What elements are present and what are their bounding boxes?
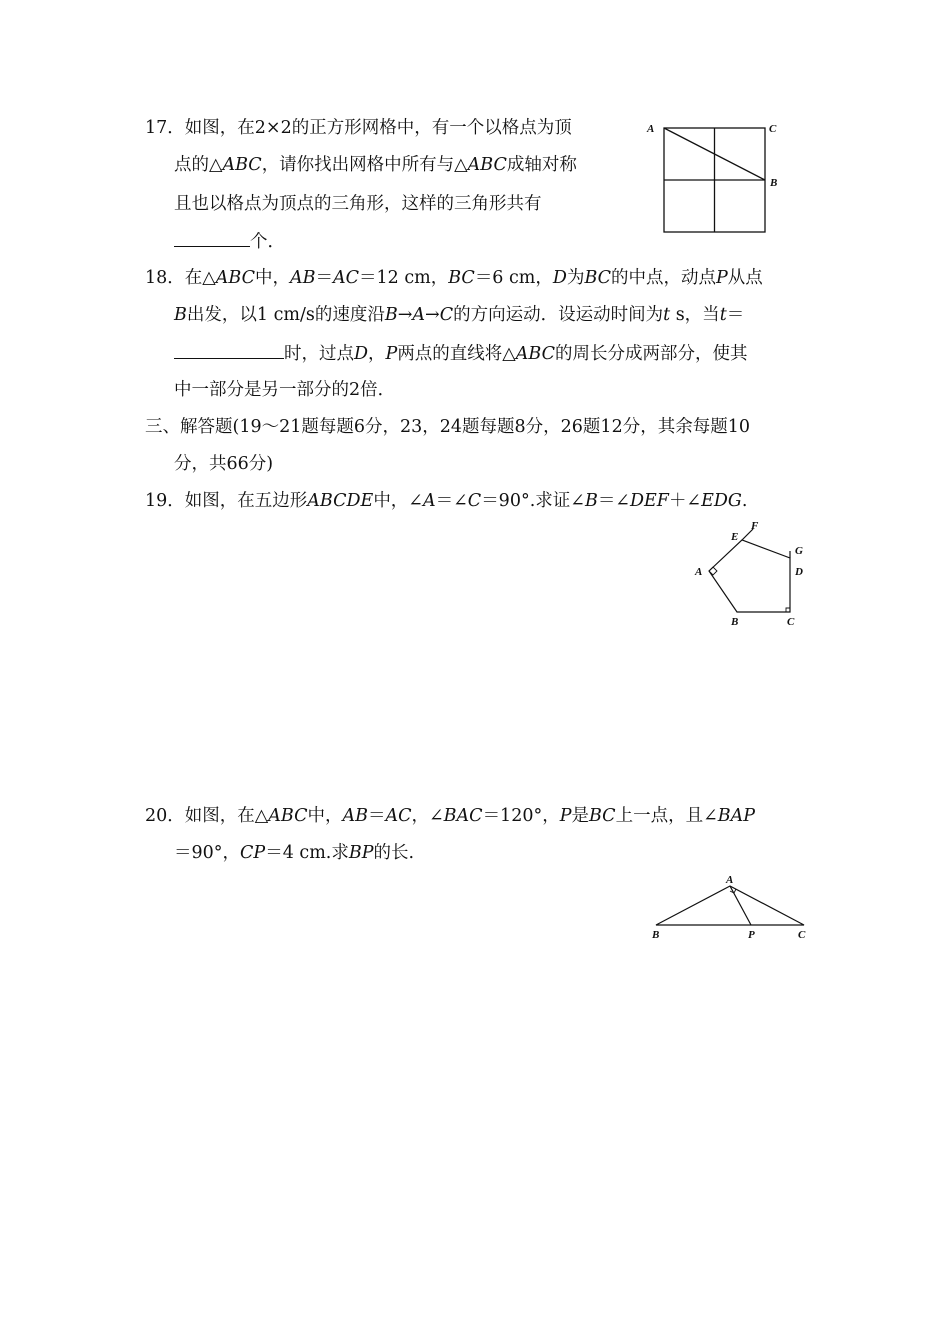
text-run: BP [348,843,374,863]
text-run: ＋∠ [668,491,702,511]
label-G: G [795,545,803,557]
answer-blank [174,340,284,359]
q18-line4: 中一部分是另一部分的2倍． [174,380,396,400]
text-run: ＝ [726,305,745,325]
q20-line1 [145,803,755,829]
text-run: B [174,305,187,325]
text-run: B [584,491,598,511]
text-run: 的周长分成两部分，使其 [555,344,748,364]
q19-pentagon-figure [690,515,815,635]
text-run: 为 [566,268,585,288]
text-run: ABC [268,806,308,826]
label-C: C [769,123,777,135]
text-run: AC [385,806,412,826]
label-A: A [695,566,703,578]
q17-line1 [145,115,572,141]
answer-blank [174,228,250,247]
text-run: A [422,491,436,511]
text-run: 如图，在五边形 [184,491,308,511]
q20-number: 20． [145,806,185,826]
text-run: 的长. [373,843,415,863]
text-run: ＝ [315,268,333,288]
q17-number: 17． [145,118,185,138]
text-run: ，∠ [411,806,444,826]
text-run: AC [332,268,359,288]
q18-line1 [145,265,763,291]
text-run: BAC [443,806,483,826]
text-run: . [741,491,748,511]
text-run: 是 [571,806,589,826]
text-run: C [439,305,454,325]
text-run: C [467,491,482,511]
text-run: 在△ [184,268,216,288]
text-run: CP [240,843,266,863]
label-A: A [647,123,655,135]
text-run: ， [368,344,386,364]
text-run: ABC [215,268,255,288]
text-run: 的中点，动点 [611,268,717,288]
q17-grid-figure [640,115,785,240]
text-run: D [552,268,567,288]
section-heading-cont: 分，共66分) [174,454,274,474]
text-run: 如图，在△ [184,806,269,826]
text-run: 中， [307,806,343,826]
text-run: 出发，以1 cm/s的速度沿 [186,305,385,325]
text-run: 中，∠ [373,491,423,511]
text-run: ＝∠ [435,491,468,511]
q18-line3 [174,340,748,367]
text-run: → [397,305,413,325]
text-run: 的方向运动．设运动时间为 [453,305,664,325]
label-C: C [798,929,806,941]
text-run: AB [289,268,316,288]
text-run: ＝6 cm， [474,268,553,288]
text-run: B [384,305,398,325]
label-P: P [748,929,755,941]
text-run: → [425,305,440,325]
label-E: E [731,531,739,543]
q17-line4: 个． [174,228,285,255]
text-run: BC [589,806,616,826]
text-run: P [385,344,398,364]
text-run: AB [342,806,368,826]
text-run: P [559,806,572,826]
q20-line2 [174,840,414,866]
q18-line2 [174,302,744,328]
text-run: ABCDE [307,491,374,511]
text-run: t [719,305,727,325]
text-run: EDG [701,491,742,511]
text-run: ＝∠ [597,491,630,511]
text-run: ABC [515,344,555,364]
text-run: ＝120°， [482,806,560,826]
text-run: BAP [717,806,756,826]
text-run: ＝4 cm.求 [265,843,349,863]
q18-number: 18． [145,268,185,288]
q19-line1 [145,488,747,514]
text-run: ＝90°.求证∠ [481,491,585,511]
q17-line2: 点的△ABC，请你找出网格中所有与△ABC成轴对称 [174,155,577,175]
text-run: 上一点，且∠ [615,806,718,826]
text-run: P [716,268,728,288]
text-run: t [663,305,671,325]
text-run: s，当 [670,305,720,325]
label-C: C [787,616,795,628]
text-run: ＝ [367,806,386,826]
label-B: B [652,929,660,941]
label-F: F [751,520,759,532]
section-heading: 三、解答题(19～21题每题6分，23，24题每题8分，26题12分，其余每题10 [145,417,750,437]
text-run: 时，过点 [284,344,354,364]
text-run: DEF [629,491,669,511]
q17-line3: 且也以格点为顶点的三角形，这样的三角形共有 [174,194,542,214]
text-run: 两点的直线将△ [397,344,516,364]
text-run: BC [584,268,612,288]
q20-triangle-figure [645,870,815,945]
text-run: 从点 [727,268,763,288]
label-B: B [731,616,739,628]
text-run: ＝12 cm， [359,268,449,288]
text-run: A [412,305,426,325]
triangle-ABC [656,886,804,925]
q19-number: 19． [145,491,185,511]
q17-text-1: 如图，在2×2的正方形网格中，有一个以格点为顶 [184,118,572,138]
text-run: BC [448,268,475,288]
label-B: B [770,177,778,189]
text-run: D [354,344,369,364]
pentagon-ABCDE [709,540,790,612]
label-A: A [726,874,734,886]
label-D: D [795,566,803,578]
text-run: 中， [254,268,290,288]
text-run: ＝90°， [174,843,241,863]
